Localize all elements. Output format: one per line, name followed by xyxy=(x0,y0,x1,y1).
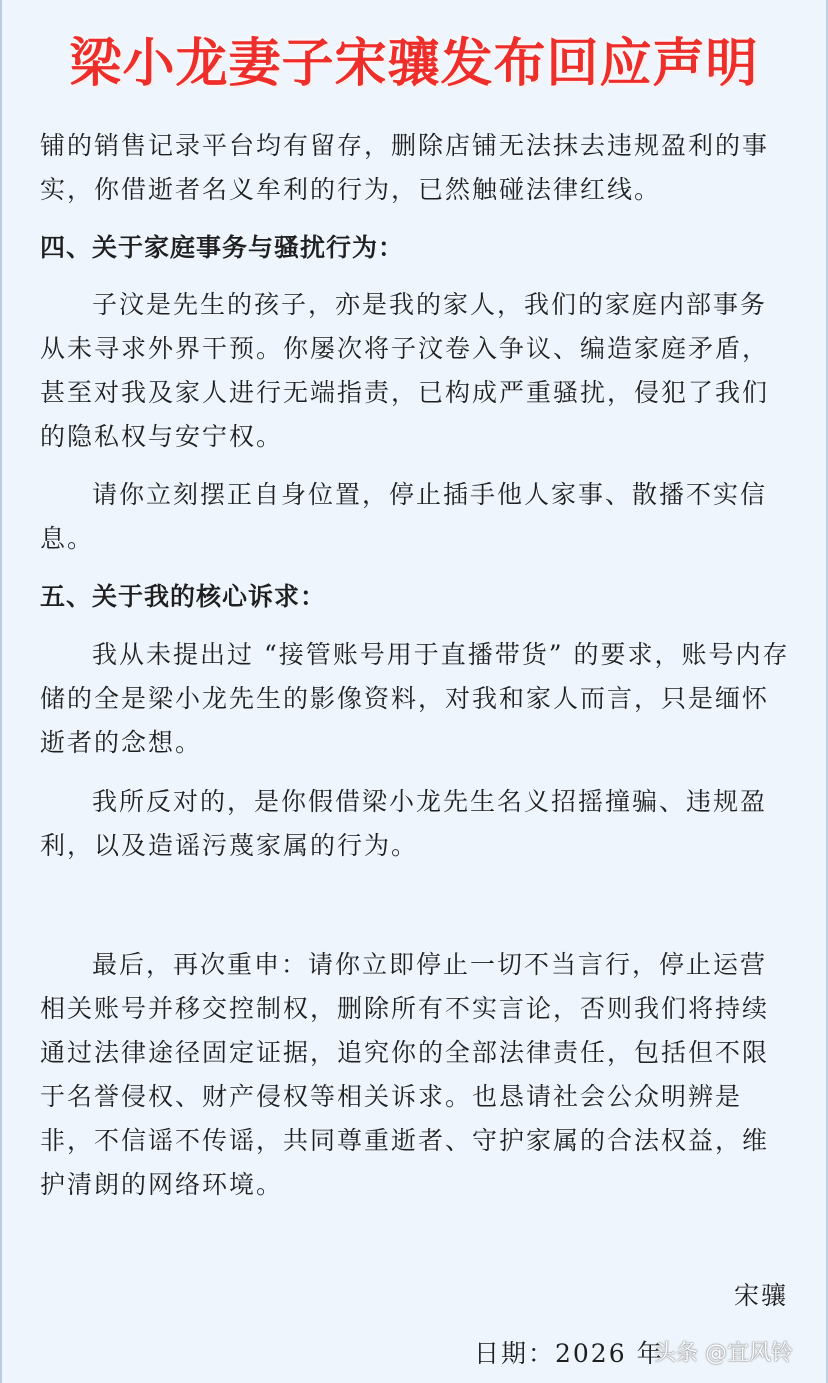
statement-headline: 梁小龙妻子宋骧发布回应声明 xyxy=(69,34,759,94)
signature-name: 宋骧 xyxy=(733,1281,788,1310)
paragraph-family-affairs: 子汶是先生的孩子，亦是我的家人，我们的家庭内部事务从未寻求外界干预。你屡次将子汶卷入争议、编造家庭矛盾，甚至对我及家人进行无端指责，已构成严重骚扰，侵犯了我们的隐私权与安宁权。 xyxy=(40,290,770,451)
section-heading-four: 四、关于家庭事务与骚扰行为： xyxy=(40,233,405,262)
paragraph-stop-interfering: 请你立刻摆正自身位置，停止插手他人家事、散播不实信息。 xyxy=(40,480,768,553)
section-heading-five: 五、关于我的核心诉求： xyxy=(40,582,327,611)
paragraph-sales-records: 铺的销售记录平台均有留存，删除店铺无法抹去违规盈利的事实，你借逝者名义牟利的行为，已然触碰法律红线。 xyxy=(40,131,770,204)
paragraph-opposition: 我所反对的，是你假借梁小龙先生名义招摇撞骗、违规盈利，以及造谣污蔑家属的行为。 xyxy=(40,787,768,860)
paragraph-final-statement: 最后，再次重申：请你立即停止一切不当言行，停止运营相关账号并移交控制权，删除所有不实言论，否则我们将持续通过法律途径固定证据，追究你的全部法律责任，包括但不限于名誉侵权、财产侵权等相关诉求。也恳请社会公众明辨是非，不信谣不传谣，共同尊重逝者、守护家属的合法权益，维护清朗的网络环境。 xyxy=(40,950,770,1199)
date-line: 日期：2026 年 xyxy=(474,1339,664,1368)
source-watermark: 头条 @宜风铃 xyxy=(654,1341,793,1366)
paragraph-core-demand: 我从未提出过 “接管账号用于直播带货” 的要求，账号内存储的全是梁小龙先生的影像资料，对我和家人而言，只是缅怀逝者的念想。 xyxy=(40,640,790,757)
